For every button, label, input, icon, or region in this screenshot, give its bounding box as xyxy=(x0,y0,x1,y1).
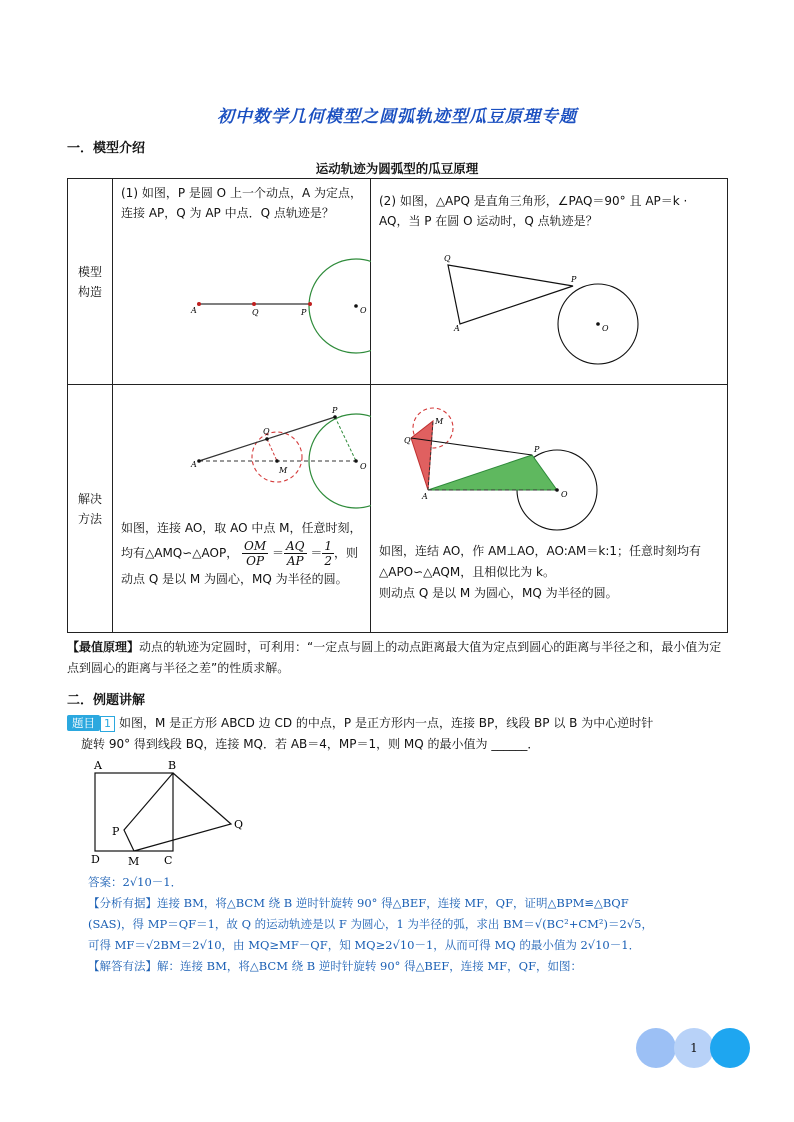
svg-text:A: A xyxy=(191,460,197,469)
document-title: 初中数学几何模型之圆弧轨迹型瓜豆原理专题 xyxy=(217,107,577,127)
row-label-method: 解决 方法 xyxy=(68,385,113,633)
label-q-2: Q xyxy=(444,254,451,263)
model-table xyxy=(67,178,728,633)
svg-text:P: P xyxy=(534,445,540,454)
page-dot-left xyxy=(636,1028,676,1068)
problem-figure xyxy=(88,756,253,871)
figure-construct-1 xyxy=(113,179,371,384)
table-caption: 运动轨迹为圆弧型的瓜豆原理 xyxy=(315,161,479,176)
svg-text:B: B xyxy=(168,759,177,772)
figure-method-2 xyxy=(371,385,728,535)
section-heading-2: 二．例题讲解 xyxy=(67,693,146,708)
svg-text:A: A xyxy=(422,492,428,501)
svg-text:P: P xyxy=(332,406,338,415)
svg-text:Q: Q xyxy=(263,427,270,436)
svg-text:M: M xyxy=(279,466,288,475)
page-number: 1 xyxy=(690,1041,698,1055)
principle-paragraph: 【最值原理】动点的轨迹为定圆时，可利用：“一定点与圆上的动点距离最大值为定点到圆心的距离与半径之和，最小值为定点到圆心的距离与半径之差”的性质求解。 xyxy=(67,640,722,675)
label-o-2: O xyxy=(602,324,609,333)
svg-text:Q: Q xyxy=(234,818,244,831)
figure-method-1 xyxy=(113,385,371,515)
answer-line: 答案：2√10－1． xyxy=(88,875,183,889)
label-a: A xyxy=(191,306,197,315)
analysis-line-1: 【分析有据】连接 BM，将△BCM 绕 B 逆时针旋转 90° 得△BEF，连接 MF，QF，证明△BPM≌△BQF xyxy=(88,896,629,910)
analysis-line-2: (SAS)，得 MP＝QF＝1，故 Q 的运动轨迹是以 F 为圆心，1 为半径的弧，求出 BM＝√(BC²+CM²)＝2√5， xyxy=(88,917,653,931)
svg-text:D: D xyxy=(91,853,100,866)
svg-text:M: M xyxy=(128,855,140,868)
fraction-aq-ap: $\frac{AQ}{AP}$ xyxy=(285,539,305,568)
point-p xyxy=(308,302,312,306)
principle-tag: 【最值原理】 xyxy=(67,640,140,654)
problem-number: 1 xyxy=(100,716,115,732)
cell-method-1 xyxy=(113,385,371,633)
svg-text:C: C xyxy=(164,854,173,867)
analysis-line-3: 可得 MF＝√2BM＝2√10，由 MQ≥MF－QF，知 MQ≥2√10－1，从而可得 MQ 的最小值为 2√10－1． xyxy=(88,938,641,952)
svg-text:P: P xyxy=(112,825,120,838)
section-heading-1: 一．模型介绍 xyxy=(67,141,146,156)
page-dot-right xyxy=(710,1028,750,1068)
problem-tag: 题目 xyxy=(67,715,100,731)
label-q: Q xyxy=(252,308,259,317)
cell1-text: (1) 如图，P 是圆 O 上一个动点，A 为定点，连接 AP，Q 为 AP 中点．Q 点轨迹是？ xyxy=(121,186,362,220)
answer-block xyxy=(88,872,733,977)
label-p-2: P xyxy=(571,275,577,284)
cell-construct-1 xyxy=(113,179,371,385)
svg-text:A: A xyxy=(94,759,102,772)
label-p: P xyxy=(301,308,307,317)
cell2-text: (2) 如图，△APQ 是直角三角形，∠PAQ＝90° 且 AP＝k · AQ，当 P 在圆 O 运动时，Q 点轨迹是？ xyxy=(379,194,688,228)
triangle-apq xyxy=(448,265,573,324)
cell4-text: 如图，连结 AO，作 AM⊥AO，AO:AM＝k:1；任意时刻均有△APO∽△AQM，且相似比为 k。 则动点 Q 是以 M 为圆心，MQ 为半径的圆。 xyxy=(379,544,701,600)
label-o: O xyxy=(360,306,367,315)
cell-method-2 xyxy=(371,385,728,633)
page-badge xyxy=(636,1028,750,1068)
svg-text:O: O xyxy=(561,490,568,499)
problem-statement: 题目 1 如图，M 是正方形 ABCD 边 CD 的中点，P 是正方形内一点，连接 BP，线段 BP 以 B 为中心逆时针 旋转 90° 得到线段 BQ，连接 MQ．若 AB＝4，MP＝1，则 MQ 的最小值为 ______． xyxy=(67,713,732,755)
point-q xyxy=(252,302,256,306)
fraction-om-op: $\frac{OM}{OP}$ xyxy=(244,539,267,568)
cell-construct-2 xyxy=(371,179,728,385)
svg-text:M: M xyxy=(435,417,444,426)
svg-text:Q: Q xyxy=(404,436,411,445)
row-label-construct: 模型 构造 xyxy=(68,179,113,385)
svg-text:O: O xyxy=(360,462,367,471)
point-o xyxy=(354,304,358,308)
point-o-2 xyxy=(596,322,600,326)
figure-construct-2 xyxy=(371,179,728,384)
label-a-2: A xyxy=(454,324,460,333)
point-a xyxy=(197,302,201,306)
solution-line: 【解答有法】解：连接 BM，将△BCM 绕 B 逆时针旋转 90° 得△BEF，连接 MF，QF，如图： xyxy=(88,959,583,973)
cell3-text: 如图，连接 AO，取 AO 中点 M，任意时刻，均有△AMQ∽△AOP， $\frac{OM}{OP}$ ＝ $\frac{AQ}{AP}$ ＝ $\frac{1}{2}$ ，则动点 Q 是以 M 为圆心，MQ 为半径的圆。 xyxy=(121,521,362,586)
fraction-one-half: $\frac{1}{2}$ xyxy=(324,539,332,568)
